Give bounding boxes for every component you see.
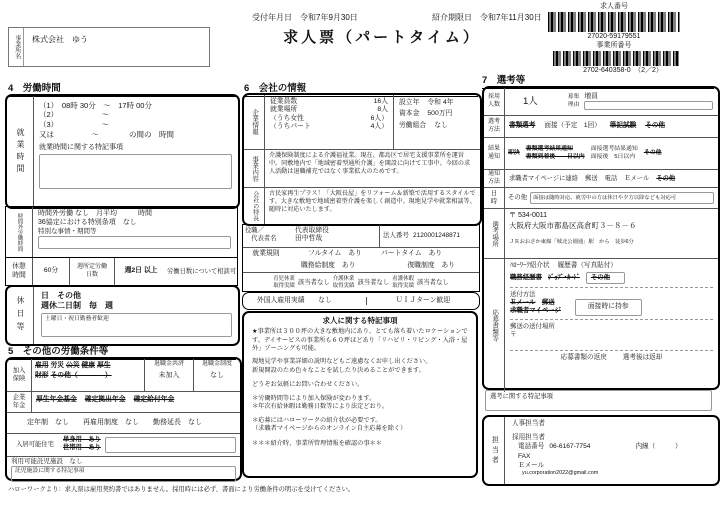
notes-p5: ＊労働時間等により加入保険が変わります。 (252, 394, 376, 402)
reception-date-row (252, 13, 358, 23)
holiday-line2: 週休二日制 毎 週 (41, 301, 113, 310)
insurance-koyou: 雇用 (35, 362, 49, 369)
result-label-2: 通知 (487, 153, 500, 160)
contact-fax-label: FAX (518, 452, 531, 460)
insurance-label: 加入保険 (12, 367, 26, 382)
notes-p3: 新規開設のため色々なことを試したり決めることができます。 (252, 366, 425, 374)
notes-p7: ＊応募にはハローワークの紹介状が必要です。 (252, 416, 382, 424)
application-docs-row (484, 259, 718, 392)
reception-date-label: 受付年月日 (252, 13, 292, 22)
reason-value: 増員 (584, 92, 598, 100)
notify-method-row (484, 170, 718, 188)
selection-method-row (484, 116, 718, 138)
hours-notes-field (39, 154, 232, 189)
notify-email: Ｅメール (624, 174, 650, 182)
docs-intro-letter: ﾊﾛｰﾜｰｸ紹介状 (510, 262, 550, 269)
office-number-value: 2702-640358-0 （2／2） (583, 67, 663, 74)
nursing-holiday-label1: 看護休暇 (392, 275, 414, 282)
docs-divider-3 (510, 350, 713, 351)
capital-value: 500万円 (427, 110, 453, 118)
pension-kousei-kikin: 厚生年金基金 (36, 396, 77, 403)
business-desc-text: 介護保険制度による介護福祉業。現在、都島区で居宅支援事業所を運営中。同敷地内で「地域密着型通所介護」を開設に向けて工事中。今回の求人活動は退職補充ではなく事業拡大のためです。 (269, 152, 471, 176)
reception-date-value: 令和7年9月30日 (300, 13, 358, 22)
corporate-number-label: 法人番号 (383, 231, 409, 239)
employer-name-box (8, 27, 210, 67)
insurance-kousei: 厚生 (96, 362, 111, 369)
work-rules-label: 就業規則 (252, 249, 280, 257)
corporate-number-value: 2120001248871 (413, 231, 460, 239)
job-special-notes-box (242, 311, 478, 478)
office-number-label: 事業所番号 (596, 42, 632, 49)
representative-row (243, 225, 479, 248)
datetime-label-1: 日 (490, 189, 498, 197)
docs-other: その他 (586, 272, 625, 284)
notes-p8: （求職者マイページからのオンライン自主応募を除く） (252, 425, 407, 432)
break-time-row (5, 257, 238, 286)
contact-extension: 内線（ ） (635, 443, 682, 451)
retirement-age-row (7, 413, 240, 434)
docs-mail-zip: 〒 (510, 330, 517, 338)
overtime-line1: 時間外労働 なし 月平均 時間 (38, 210, 152, 217)
section6-heading: 6 会社の情報 (244, 83, 478, 97)
holidays-box (5, 285, 240, 346)
method-label-1: 選考 (487, 119, 500, 125)
rep-label-1: 役職／ (245, 227, 264, 234)
notify-label-2: 方法 (487, 178, 500, 185)
work-rules-parttime: パートタイム あり (381, 249, 443, 257)
nursing-holiday-label2: 取得実績 (392, 282, 414, 289)
worksite-label: 就業場所 (270, 106, 298, 114)
retirement-seido-value: なし (210, 371, 224, 379)
hours-line3: （3） ～ (39, 119, 110, 129)
established-label: 設立年 (399, 99, 420, 106)
result-label-1: 結果 (487, 146, 500, 152)
method-interview: 面接（予定 1回） (544, 122, 601, 130)
extension-value: 勤務延長 なし (153, 418, 202, 426)
insurance-rousai: 労災 (50, 362, 65, 369)
datetime-label-2: 時 (490, 198, 498, 205)
childcare-leave-value: 該当者なし (297, 278, 330, 286)
notify-other: その他 (656, 174, 676, 182)
union-label: 労働組合 (399, 121, 427, 129)
send-email: Ｅメール (510, 299, 536, 307)
notify-phone: 電話 (604, 174, 618, 182)
pension-label: 企業年金 (12, 394, 26, 409)
office-number-barcode (553, 51, 679, 66)
notify-mail: 郵送 (585, 174, 598, 182)
datetime-other-label: その他 (508, 194, 528, 201)
hours-notes-label: 就業時間に関する特記事項 (39, 143, 123, 151)
place-label: 選考場所 (491, 220, 499, 247)
weekly-days-label: 週所定労働日数 (77, 264, 108, 278)
insurance-sonota: その他（ ） (50, 372, 112, 380)
reinstatement-system: 復職制度 あり (407, 261, 455, 269)
contact-box (482, 415, 720, 486)
hellowork-footer-note: ハローワークより：求人票は雇用契約書ではありません。採用時には必ず、書面により労働条件の明示を受けてください。 (8, 486, 355, 493)
result-immediate: 即決 (508, 149, 520, 156)
overtime-line2: 36協定における特別条項 なし (38, 218, 137, 226)
notes-p6: ＊年次有給休暇は勤務日数等により法定どおり。 (252, 403, 389, 411)
hours-line4: 又は ～ の間の 時間 (39, 130, 174, 140)
contact-email-label: Ｅメール (518, 461, 545, 469)
notes-p2: 現地見学や事業詳細の説明などもご遠慮なくお申し出ください。 (252, 358, 432, 366)
job-number-barcode (548, 12, 680, 32)
nursing-holiday-value: 該当者なし (416, 278, 449, 286)
working-hours-label: 就業時間 (16, 127, 25, 176)
capital-label: 資本金 (399, 110, 420, 118)
work-rules-row (243, 248, 479, 260)
datetime-text: 面接は随時対応。就労中の方は休日や夕方以降なども対応可 (530, 192, 714, 205)
insurance-row (7, 359, 240, 392)
other-conditions-box (5, 357, 242, 481)
reason-field (584, 101, 713, 110)
childcare-leave-label2: 取得実績 (273, 282, 295, 289)
leave-record-row (243, 272, 479, 292)
docs-mail-place-label: 郵送の送付場所 (510, 322, 555, 330)
rep-name: 田中哲哉 (295, 235, 323, 243)
method-label-2: 方法 (487, 126, 500, 133)
company-info-box (242, 93, 482, 226)
result-interview-days: 面接後 5日以内 (590, 153, 636, 160)
company-stats-label: 企業情報 (251, 109, 259, 135)
women-label: （うち女性 (270, 114, 304, 122)
notify-label-1: 通知 (487, 171, 500, 177)
work-rules-fulltime: フルタイム あり (308, 249, 362, 257)
duty-pay-system: 職務給制度 あり (301, 261, 356, 269)
selection-notes-field: 選考に関する特記事項 (485, 390, 712, 411)
childcare-value: 利用可能託児施設 なし (11, 458, 83, 465)
contact-label: 担当者 (491, 435, 499, 466)
teinen-value: 定年制 なし (27, 418, 69, 426)
notes-p4: どうぞお気軽にお問い合わせください。 (252, 381, 364, 389)
foreign-uij-row (242, 292, 480, 310)
overtime-line3: 特別な事情・期間等 (38, 227, 97, 235)
datetime-row (484, 188, 718, 209)
pension-kakutei-kyoshutsu: 確定拠出年金 (84, 396, 126, 403)
housing-label: 入居可能住宅 (16, 441, 54, 449)
break-value: 60分 (33, 258, 70, 285)
docs-label: 応募書類等 (491, 309, 499, 342)
company-feature-label: 会社の特長 (251, 191, 258, 221)
company-detail-rows (242, 224, 480, 292)
pay-system-row (243, 260, 479, 272)
hire-label-2: 人数 (487, 101, 500, 108)
place-address: 大阪府大阪市都島区高倉町３－８－６ (509, 220, 637, 230)
company-feature-row (244, 188, 480, 224)
result-doc-days: 書類到着後――日以内 (525, 153, 585, 160)
business-desc-label: 事業内容 (251, 155, 259, 182)
nursingcare-leave-value: 該当者なし (357, 278, 390, 286)
employees-label: 従業員数 (270, 98, 298, 105)
result-interview-notice: 面接選考結果通知 (590, 146, 638, 153)
employees-value: 16人 (373, 98, 388, 105)
deadline-value: 令和7年11月30日 (480, 13, 542, 22)
parttime-label: （うちパート (270, 123, 311, 131)
docs-divider-2 (510, 319, 713, 320)
section7-heading: 7 選考等 (482, 75, 714, 89)
housing-family: 世帯用―あり (63, 443, 101, 451)
selection-box (482, 86, 720, 390)
docs-divider-1 (510, 287, 713, 288)
established-value: 令和 4年 (427, 99, 454, 106)
women-value: 6人） (370, 114, 388, 122)
docs-send-label: 送付方法 (510, 291, 536, 299)
employer-name-value: 株式会社 ゆう (32, 35, 88, 44)
employer-name-label: 事業所名 (13, 35, 20, 59)
weekly-days-value: 週2日 以上 (124, 267, 158, 275)
nursingcare-leave-label1: 介護休業 (332, 275, 355, 282)
hours-line1: （1） 08時 30分 ～ 17時 00分 (39, 101, 152, 110)
place-access: ＪＲおおさか東線「城北公園通」駅 から 徒歩6分 (509, 239, 634, 246)
uij-turn-welcome: ＵＩＪターン歓迎 (366, 297, 479, 305)
send-post: 郵送 (541, 299, 555, 307)
send-mypage: 求職者マイページ (510, 307, 561, 315)
overtime-notes-field (38, 236, 231, 249)
company-stats-row (244, 95, 480, 150)
days-note: 労働日数について相談可 (167, 267, 237, 275)
overtime-box (5, 206, 238, 258)
result-notice-row (484, 138, 718, 170)
result-doc-notice: 書類選考結果通知 (525, 146, 573, 153)
contact-tel-label: 電話番号 (518, 443, 545, 451)
job-number-label: 求人番号 (600, 3, 628, 10)
retirement-kyosai-label: 退職金共済 (153, 361, 184, 367)
job-number-value: 27020-59179551 (587, 33, 641, 40)
union-value: なし (434, 121, 448, 129)
notes-p9: ＊＊＊紹介時、事業所管理情報を確認の事＊＊ (252, 440, 382, 448)
reason-label-1: 募集 (567, 94, 580, 101)
housing-single: 単身用―あり (63, 436, 101, 443)
business-desc-row (244, 150, 480, 188)
insurance-kousai: 公災 (65, 362, 80, 369)
section5-heading: 5 その他の労働条件等 (8, 346, 236, 360)
company-feature-text: 古民家再生プラス！「大阪長屋」をリフォーム＆新築で活用するスタイルです。大きな敷地で地域密着型介護を楽しく創造中。現地見学や就業相談等、随時に対応いたします。 (269, 190, 476, 214)
notify-mypage: 求職者マイページに連絡 (509, 174, 579, 182)
docs-career-history: 職務経歴書 (510, 274, 542, 282)
method-other: その他 (645, 122, 665, 130)
method-document: 書類選考 (509, 122, 536, 130)
section4-heading: 4 労働時間 (8, 83, 236, 97)
contact-hr: 人事担当者 (512, 420, 545, 427)
rehire-value: 再雇用制度 なし (83, 418, 139, 426)
docs-return-value: 選考後は返却 (622, 353, 663, 361)
retirement-seido-label: 退職金制度 (201, 361, 232, 367)
selection-place-row (484, 209, 718, 259)
deadline-label: 紹介期限日 (432, 13, 472, 22)
childcare-row (7, 457, 240, 483)
insurance-kenkou: 健康 (81, 362, 96, 369)
holiday-note-field: 土曜日・祝日勤務者歓迎 (41, 313, 232, 337)
retirement-kyosai-value: 未加入 (158, 371, 180, 379)
contact-email-value: yu.corporation2022@gmail.com (522, 470, 599, 477)
insurance-zaikei: 財形 (35, 372, 49, 380)
housing-row (7, 434, 240, 457)
deadline-row (432, 13, 542, 23)
childcare-notes-field: 託児施設に関する特記事項 (11, 466, 236, 482)
hire-label-1: 採用 (487, 94, 500, 100)
rep-title: 代表取締役 (295, 227, 329, 234)
docs-job-card: ｼﾞｮﾌﾞ･ｶｰﾄﾞ (547, 274, 580, 282)
housing-field (105, 437, 236, 453)
holiday-line1: 日 その他 (41, 291, 81, 300)
contact-recruiter: 採用担当者 (512, 434, 545, 442)
docs-resume: 履歴書（写真貼付） (557, 262, 617, 269)
nursingcare-leave-label2: 取得実績 (332, 282, 355, 289)
pension-kakutei-kyuufu: 確定給付年金 (133, 396, 175, 403)
pension-row (7, 392, 240, 413)
hire-count-value: 1人 (523, 95, 538, 107)
notes-p1: ★事業所は３００坪の大きな敷地内にあり、とても落ち着いたロケーションです。デイサービスの事業所も６０坪ほどあり「リハビリ・リビング・入浴・屋外」ゾーニングも可能。 (252, 328, 468, 353)
childcare-leave-label1: 育児休業 (273, 275, 295, 282)
place-zip: 〒 534-0011 (509, 212, 548, 219)
method-written-test: 筆記試験 (609, 122, 637, 130)
foreign-employment: 外国人雇用実績 なし (257, 296, 332, 304)
reason-label-2: 理由 (567, 101, 580, 108)
job-special-notes-title: 求人に関する特記事項 (322, 316, 398, 325)
holidays-label: 休日等 (16, 296, 25, 335)
break-label: 休憩時間 (12, 263, 26, 279)
docs-return-label: 応募書類の返戻 (560, 353, 607, 361)
result-other: その他 (643, 149, 662, 156)
docs-bring-to-interview: 面接時に持参 (575, 299, 642, 315)
overtime-label: 時間外労働時間 (16, 212, 23, 252)
form-title: 求人票（パートタイム） (283, 29, 481, 46)
worksite-value: 8人 (377, 106, 388, 114)
hours-line2: （2） ～ (39, 110, 110, 120)
working-hours-box (5, 94, 240, 209)
contact-tel-value: 06-6167-7754 (549, 443, 591, 451)
hire-count-row (484, 88, 718, 116)
parttime-value: 4人） (370, 123, 388, 131)
rep-label-2: 代表者名 (245, 234, 277, 242)
